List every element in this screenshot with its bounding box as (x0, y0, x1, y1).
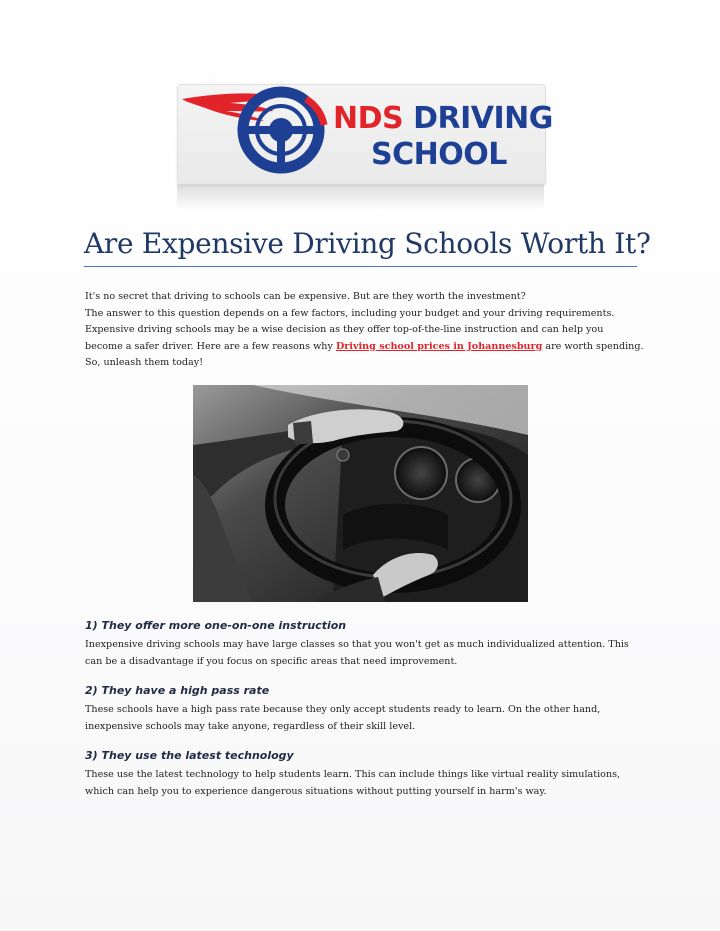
intro-text: are worth spending. (542, 340, 644, 352)
intro-line: Expensive driving schools may be a wise decision as they offer top-of-the-line instruction and can help you (85, 324, 604, 336)
logo-nds: NDS (333, 101, 404, 136)
section-paragraph-2 (85, 702, 645, 735)
intro-line: It's no secret that driving to schools can be expensive. But are they worth the investment? (85, 291, 526, 302)
section-paragraph-3 (85, 767, 645, 800)
intro-line: So, unleash them today! (85, 357, 204, 369)
section-line: which can help you to experience dangerous situations without putting yourself in harm's way. (85, 785, 547, 797)
logo-text-line1 (333, 103, 553, 135)
logo-school: SCHOOL (371, 137, 507, 172)
section-paragraph-1 (85, 637, 645, 670)
driving-school-prices-link[interactable]: Driving school prices in Johannesburg (335, 340, 543, 352)
intro-paragraph (85, 289, 645, 372)
section-line: inexpensive schools may take anyone, regardless of their skill level. (85, 720, 416, 732)
intro-line (85, 339, 645, 356)
logo-reflection (177, 184, 544, 210)
steering-wheel-photo-icon (193, 385, 528, 602)
logo-driving: DRIVING (413, 101, 553, 136)
section-line: Inexpensive driving schools may have large classes so that you won't get as much individualized attention. This (85, 639, 629, 650)
intro-text: become a safer driver. Here are a few reasons why (85, 340, 336, 352)
section-heading-2: 2) They have a high pass rate (85, 684, 270, 697)
driving-photo (193, 385, 528, 602)
page-title: Are Expensive Driving Schools Worth It? (84, 227, 651, 260)
section-line: These use the latest technology to help students learn. This can include things like virtual reality simulations, (85, 769, 621, 780)
section-line: These schools have a high pass rate because they only accept students ready to learn. On the other hand, (85, 704, 601, 715)
title-underline (84, 266, 637, 267)
section-heading-1: 1) They offer more one-on-one instruction (85, 619, 347, 632)
intro-line: The answer to this question depends on a few factors, including your budget and your driving requirements. (85, 307, 615, 319)
section-line: can be a disadvantage if you focus on specific areas that need improvement. (85, 655, 458, 667)
section-heading-3: 3) They use the latest technology (85, 749, 294, 762)
